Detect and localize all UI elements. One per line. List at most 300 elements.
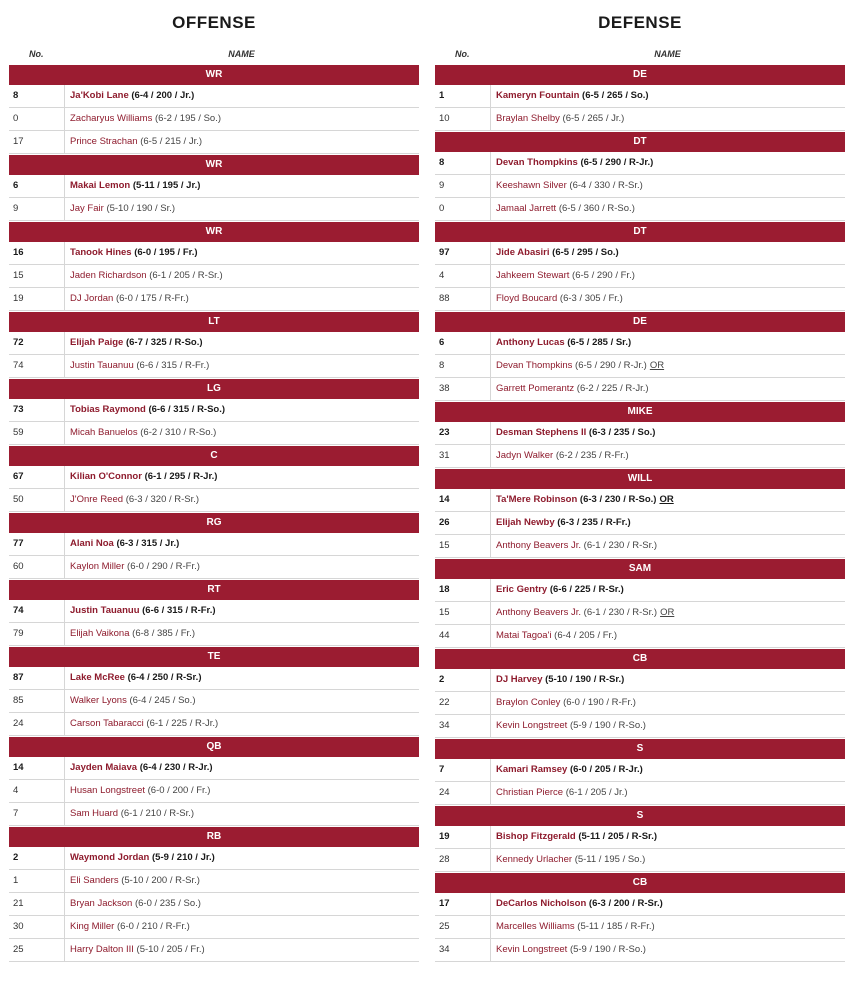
player-info: (6-1 / 205 / R-Sr.) <box>149 270 223 281</box>
jersey-number: 73 <box>13 404 24 415</box>
player-cell <box>490 355 845 377</box>
player-info: (6-1 / 210 / R-Sr.) <box>120 808 195 819</box>
jersey-number: 25 <box>439 921 450 932</box>
table-row <box>9 399 419 422</box>
player-info: (6-4 / 205 / Fr.) <box>554 630 617 641</box>
player-cell <box>64 399 419 421</box>
player-name-link[interactable]: Ta'Mere Robinson <box>496 494 578 505</box>
player-name-link[interactable]: Bishop Fitzgerald <box>496 831 576 842</box>
player-name-link[interactable]: Husan Longstreet <box>70 785 145 796</box>
player-name-link[interactable]: Anthony Beavers Jr. <box>496 607 582 618</box>
defense-column-headers <box>435 46 845 64</box>
player-name-link[interactable]: Jahkeem Stewart <box>496 270 570 281</box>
table-row <box>435 535 845 558</box>
player-info: (6-3 / 235 / So.) <box>588 427 656 438</box>
player-info: (6-2 / 310 / R-So.) <box>140 427 217 438</box>
jersey-number: 8 <box>439 360 445 371</box>
table-row <box>435 692 845 715</box>
table-row <box>9 713 419 736</box>
table-row <box>435 288 845 311</box>
jersey-number: 2 <box>439 674 445 685</box>
position-header: S <box>435 806 845 826</box>
player-cell <box>490 242 845 264</box>
player-info: (6-5 / 290 / R-Jr.) <box>580 157 654 168</box>
player-cell <box>64 939 419 961</box>
player-cell <box>64 332 419 354</box>
player-name-link[interactable]: Braylan Shelby <box>496 113 560 124</box>
player-name-link[interactable]: Prince Strachan <box>70 136 138 147</box>
position-header: WR <box>9 65 419 85</box>
table-row <box>435 916 845 939</box>
player-info: (5-11 / 195 / So.) <box>574 854 646 865</box>
table-row <box>435 826 845 849</box>
offense-groups <box>9 65 419 962</box>
player-info: (6-5 / 360 / R-So.) <box>558 203 635 214</box>
player-name-link[interactable]: Jaden Richardson <box>70 270 147 281</box>
position-header: MIKE <box>435 402 845 422</box>
jersey-number: 14 <box>13 762 24 773</box>
position-header: WILL <box>435 469 845 489</box>
player-cell <box>64 533 419 555</box>
player-cell <box>64 600 419 622</box>
or-marker: OR <box>659 494 674 505</box>
table-row <box>9 533 419 556</box>
player-info: (6-2 / 225 / R-Jr.) <box>576 383 649 394</box>
jersey-number: 2 <box>13 852 19 863</box>
player-info: (5-9 / 210 / Jr.) <box>152 852 215 863</box>
player-info: (6-0 / 235 / So.) <box>134 898 201 909</box>
player-info: (6-0 / 210 / R-Fr.) <box>117 921 190 932</box>
jersey-number: 23 <box>439 427 450 438</box>
player-cell <box>490 512 845 534</box>
position-header: DT <box>435 222 845 242</box>
player-name-link[interactable]: Matai Tagoa'i <box>496 630 552 641</box>
offense-column-headers <box>9 46 419 64</box>
player-cell <box>64 690 419 712</box>
table-row <box>9 422 419 445</box>
jersey-number: 50 <box>13 494 24 505</box>
player-cell <box>490 288 845 310</box>
jersey-number: 74 <box>13 360 24 371</box>
position-header: LT <box>9 312 419 332</box>
player-name-link[interactable]: Desman Stephens II <box>496 427 587 438</box>
jersey-number: 10 <box>439 113 450 124</box>
player-info: (6-4 / 245 / So.) <box>129 695 196 706</box>
table-row <box>9 108 419 131</box>
table-row <box>435 625 845 648</box>
player-name-link[interactable]: Keeshawn Silver <box>496 180 567 191</box>
player-cell <box>64 847 419 869</box>
jersey-number: 67 <box>13 471 24 482</box>
jersey-number: 6 <box>13 180 19 191</box>
player-name-link[interactable]: Kennedy Urlacher <box>496 854 573 865</box>
player-info: (6-1 / 205 / Jr.) <box>565 787 628 798</box>
jersey-number: 15 <box>13 270 24 281</box>
player-info: (6-1 / 295 / R-Jr.) <box>144 471 218 482</box>
player-cell <box>490 782 845 804</box>
table-row <box>9 690 419 713</box>
table-row <box>435 782 845 805</box>
jersey-number: 7 <box>13 808 19 819</box>
player-cell <box>490 916 845 938</box>
player-cell <box>64 108 419 130</box>
position-header: CB <box>435 649 845 669</box>
table-row <box>435 422 845 445</box>
player-info: (5-9 / 190 / R-So.) <box>569 720 646 731</box>
player-name-link[interactable]: Anthony Beavers Jr. <box>496 540 582 551</box>
defense-groups <box>435 65 845 962</box>
player-cell <box>64 265 419 287</box>
player-cell <box>490 108 845 130</box>
position-header: RG <box>9 513 419 533</box>
jersey-number: 60 <box>13 561 24 572</box>
player-name-link[interactable]: Justin Tauanuu <box>70 605 140 616</box>
position-header: S <box>435 739 845 759</box>
player-name-link[interactable]: Jide Abasiri <box>496 247 550 258</box>
jersey-number: 24 <box>439 787 450 798</box>
table-row <box>435 378 845 401</box>
table-row <box>435 849 845 872</box>
player-cell <box>64 916 419 938</box>
jersey-number: 17 <box>439 898 450 909</box>
player-cell <box>490 893 845 915</box>
player-name-link[interactable]: Garrett Pomerantz <box>496 383 575 394</box>
player-name-link[interactable]: Devan Thompkins <box>496 360 573 371</box>
player-name-link[interactable]: Justin Tauanuu <box>70 360 134 371</box>
jersey-number: 15 <box>439 607 450 618</box>
player-cell <box>64 198 419 220</box>
player-cell <box>64 870 419 892</box>
table-row <box>9 623 419 646</box>
jersey-number: 0 <box>439 203 445 214</box>
jersey-number: 22 <box>439 697 450 708</box>
table-row <box>435 355 845 378</box>
player-info: (6-1 / 225 / R-Jr.) <box>146 718 219 729</box>
player-name-link[interactable]: Christian Pierce <box>496 787 564 798</box>
table-row <box>9 85 419 108</box>
jersey-number: 74 <box>13 605 24 616</box>
jersey-number: 26 <box>439 517 450 528</box>
player-info: (6-2 / 235 / R-Fr.) <box>555 450 629 461</box>
jersey-number: 8 <box>13 90 19 101</box>
player-info: (6-1 / 230 / R-Sr.) <box>583 540 658 551</box>
jersey-number: 17 <box>13 136 24 147</box>
jersey-number: 18 <box>439 584 450 595</box>
jersey-number: 34 <box>439 944 450 955</box>
player-name-link[interactable]: DJ Harvey <box>496 674 543 685</box>
player-cell <box>490 378 845 400</box>
player-info: (6-3 / 315 / Jr.) <box>116 538 180 549</box>
position-header: RT <box>9 580 419 600</box>
jersey-number: 88 <box>439 293 450 304</box>
player-name-link[interactable]: Anthony Lucas <box>496 337 565 348</box>
jersey-number: 1 <box>13 875 19 886</box>
player-cell <box>64 780 419 802</box>
table-row <box>435 332 845 355</box>
position-header: DE <box>435 312 845 332</box>
table-row <box>435 108 845 131</box>
player-info: (5-11 / 195 / Jr.) <box>132 180 201 191</box>
or-marker: OR <box>649 360 665 371</box>
table-row <box>435 198 845 221</box>
player-cell <box>490 152 845 174</box>
player-info: (5-11 / 185 / R-Fr.) <box>577 921 655 932</box>
player-name-link[interactable]: Walker Lyons <box>70 695 127 706</box>
jersey-number: 9 <box>13 203 19 214</box>
player-info: (6-0 / 200 / Fr.) <box>147 785 211 796</box>
position-header: RB <box>9 827 419 847</box>
player-info: (6-0 / 175 / R-Fr.) <box>115 293 189 304</box>
jersey-number: 21 <box>13 898 24 909</box>
table-row <box>9 198 419 221</box>
table-row <box>9 780 419 803</box>
table-row <box>435 602 845 625</box>
player-info: (6-6 / 315 / R-So.) <box>148 404 226 415</box>
player-cell <box>64 556 419 578</box>
table-row <box>435 489 845 512</box>
player-cell <box>64 85 419 107</box>
player-info: (5-10 / 205 / Fr.) <box>136 944 205 955</box>
player-info: (5-11 / 205 / R-Sr.) <box>578 831 658 842</box>
position-header: DT <box>435 132 845 152</box>
number-column-header: No. <box>29 49 44 59</box>
jersey-number: 0 <box>13 113 19 124</box>
jersey-number: 6 <box>439 337 445 348</box>
jersey-number: 15 <box>439 540 450 551</box>
player-name-link[interactable]: Carson Tabaracci <box>70 718 144 729</box>
table-row <box>9 175 419 198</box>
player-cell <box>64 355 419 377</box>
player-info: (6-5 / 290 / Fr.) <box>572 270 635 281</box>
jersey-number: 79 <box>13 628 24 639</box>
player-name-link[interactable]: Kamari Ramsey <box>496 764 568 775</box>
table-row <box>9 870 419 893</box>
offense-column <box>9 0 419 962</box>
jersey-number: 24 <box>13 718 24 729</box>
player-cell <box>490 489 845 511</box>
table-row <box>9 667 419 690</box>
jersey-number: 16 <box>13 247 24 258</box>
player-cell <box>64 757 419 779</box>
player-name-link[interactable]: Bryan Jackson <box>70 898 133 909</box>
player-name-link[interactable]: Sam Huard <box>70 808 119 819</box>
player-name-link[interactable]: Kaylon Miller <box>70 561 125 572</box>
player-cell <box>64 466 419 488</box>
player-cell <box>64 667 419 689</box>
player-name-link[interactable]: Elijah Newby <box>496 517 555 528</box>
player-name-link[interactable]: Zacharyus Williams <box>70 113 153 124</box>
player-info: (6-4 / 200 / Jr.) <box>131 90 195 101</box>
player-info: (6-5 / 215 / Jr.) <box>140 136 203 147</box>
player-info: (6-8 / 385 / Fr.) <box>132 628 195 639</box>
player-info: (6-2 / 195 / So.) <box>155 113 222 124</box>
position-header: WR <box>9 155 419 175</box>
table-row <box>435 85 845 108</box>
jersey-number: 14 <box>439 494 450 505</box>
jersey-number: 31 <box>439 450 450 461</box>
player-name-link[interactable]: Tobias Raymond <box>70 404 146 415</box>
table-row <box>435 265 845 288</box>
jersey-number: 77 <box>13 538 24 549</box>
name-column-header: NAME <box>654 49 681 59</box>
table-row <box>435 759 845 782</box>
table-row <box>9 847 419 870</box>
player-info: (5-10 / 190 / R-Sr.) <box>545 674 625 685</box>
player-name-link[interactable]: Micah Banuelos <box>70 427 138 438</box>
player-cell <box>64 422 419 444</box>
player-name-link[interactable]: Kevin Longstreet <box>496 944 568 955</box>
player-info: (6-6 / 315 / R-Fr.) <box>136 360 210 371</box>
player-info: (5-10 / 190 / Sr.) <box>106 203 176 214</box>
player-name-link[interactable]: Jayden Maiava <box>70 762 138 773</box>
player-name-link[interactable]: DeCarlos Nicholson <box>496 898 587 909</box>
player-name-link[interactable]: Jamaal Jarrett <box>496 203 557 214</box>
player-info: (6-3 / 200 / R-Sr.) <box>588 898 663 909</box>
player-cell <box>490 422 845 444</box>
player-info: (6-3 / 305 / Fr.) <box>559 293 623 304</box>
player-name-link[interactable]: Alani Noa <box>70 538 114 549</box>
player-cell <box>490 535 845 557</box>
player-cell <box>490 175 845 197</box>
player-cell <box>64 623 419 645</box>
jersey-number: 8 <box>439 157 445 168</box>
table-row <box>9 288 419 311</box>
player-name-link[interactable]: Elijah Paige <box>70 337 124 348</box>
table-row <box>435 669 845 692</box>
player-info: (6-4 / 330 / R-Sr.) <box>569 180 643 191</box>
player-cell <box>64 288 419 310</box>
player-name-link[interactable]: Waymond Jordan <box>70 852 150 863</box>
player-name-link[interactable]: Harry Dalton III <box>70 944 134 955</box>
player-cell <box>490 198 845 220</box>
jersey-number: 34 <box>439 720 450 731</box>
player-cell <box>490 445 845 467</box>
offense-title: OFFENSE <box>172 13 256 32</box>
table-row <box>9 332 419 355</box>
jersey-number: 4 <box>13 785 19 796</box>
defense-title: DEFENSE <box>598 13 682 32</box>
position-header: WR <box>9 222 419 242</box>
table-row <box>9 893 419 916</box>
player-name-link[interactable]: Kevin Longstreet <box>496 720 568 731</box>
player-cell <box>64 175 419 197</box>
jersey-number: 28 <box>439 854 450 865</box>
player-name-link[interactable]: Devan Thompkins <box>496 157 578 168</box>
player-name-link[interactable]: Floyd Boucard <box>496 293 558 304</box>
player-name-link[interactable]: Marcelles Williams <box>496 921 575 932</box>
player-name-link[interactable]: Kilian O'Connor <box>70 471 142 482</box>
player-info: (5-9 / 190 / R-So.) <box>569 944 646 955</box>
player-info: (6-3 / 230 / R-So.) <box>579 494 657 505</box>
player-name-link[interactable]: King Miller <box>70 921 115 932</box>
table-row <box>9 939 419 962</box>
player-info: (6-5 / 265 / So.) <box>582 90 649 101</box>
player-info: (6-5 / 290 / R-Jr.) <box>575 360 647 371</box>
player-name-link[interactable]: J'Onre Reed <box>70 494 124 505</box>
table-row <box>435 939 845 962</box>
jersey-number: 4 <box>439 270 445 281</box>
player-name-link[interactable]: Kameryn Fountain <box>496 90 580 101</box>
jersey-number: 30 <box>13 921 24 932</box>
player-cell <box>64 803 419 825</box>
player-cell <box>490 692 845 714</box>
player-name-link[interactable]: DJ Jordan <box>70 293 114 304</box>
player-info: (6-0 / 190 / R-Fr.) <box>563 697 636 708</box>
player-info: (6-6 / 315 / R-Fr.) <box>142 605 216 616</box>
player-name-link[interactable]: Eli Sanders <box>70 875 119 886</box>
jersey-number: 59 <box>13 427 24 438</box>
jersey-number: 19 <box>13 293 24 304</box>
player-cell <box>64 893 419 915</box>
table-row <box>435 579 845 602</box>
table-row <box>9 803 419 826</box>
position-header: SAM <box>435 559 845 579</box>
player-cell <box>490 939 845 961</box>
player-name-link[interactable]: Eric Gentry <box>496 584 548 595</box>
player-cell <box>64 489 419 511</box>
table-row <box>435 242 845 265</box>
table-row <box>9 916 419 939</box>
jersey-number: 25 <box>13 944 24 955</box>
jersey-number: 19 <box>439 831 450 842</box>
table-row <box>9 489 419 512</box>
player-name-link[interactable]: Makai Lemon <box>70 180 131 191</box>
player-info: (6-4 / 230 / R-Jr.) <box>139 762 213 773</box>
table-row <box>9 265 419 288</box>
table-row <box>435 715 845 738</box>
player-cell <box>490 625 845 647</box>
table-row <box>9 355 419 378</box>
player-info: (6-5 / 295 / So.) <box>552 247 619 258</box>
table-row <box>9 757 419 780</box>
player-name-link[interactable]: Elijah Vaikona <box>70 628 130 639</box>
player-name-link[interactable]: Jadyn Walker <box>496 450 554 461</box>
jersey-number: 38 <box>439 383 450 394</box>
player-cell <box>490 332 845 354</box>
player-name-link[interactable]: Braylon Conley <box>496 697 561 708</box>
player-info: (6-5 / 285 / Sr.) <box>567 337 632 348</box>
table-row <box>435 893 845 916</box>
defense-column <box>435 0 845 962</box>
position-header: DE <box>435 65 845 85</box>
table-row <box>435 512 845 535</box>
jersey-number: 9 <box>439 180 445 191</box>
player-name-link[interactable]: Jay Fair <box>70 203 104 214</box>
player-name-link[interactable]: Ja'Kobi Lane <box>70 90 129 101</box>
table-row <box>9 600 419 623</box>
jersey-number: 7 <box>439 764 445 775</box>
jersey-number: 44 <box>439 630 450 641</box>
player-info: (6-0 / 195 / Fr.) <box>134 247 198 258</box>
player-cell <box>490 669 845 691</box>
table-row <box>9 556 419 579</box>
player-cell <box>490 265 845 287</box>
player-info: (6-4 / 250 / R-Sr.) <box>127 672 202 683</box>
jersey-number: 1 <box>439 90 445 101</box>
player-info: (6-7 / 325 / R-So.) <box>125 337 203 348</box>
player-cell <box>490 579 845 601</box>
player-cell <box>490 602 845 624</box>
player-name-link[interactable]: Lake McRee <box>70 672 125 683</box>
or-marker: OR <box>660 607 675 618</box>
player-info: (6-0 / 205 / R-Jr.) <box>569 764 643 775</box>
player-info: (6-1 / 230 / R-Sr.) <box>583 607 658 618</box>
player-name-link[interactable]: Tanook Hines <box>70 247 132 258</box>
table-row <box>9 242 419 265</box>
player-cell <box>64 713 419 735</box>
name-column-header: NAME <box>228 49 255 59</box>
player-cell <box>490 85 845 107</box>
